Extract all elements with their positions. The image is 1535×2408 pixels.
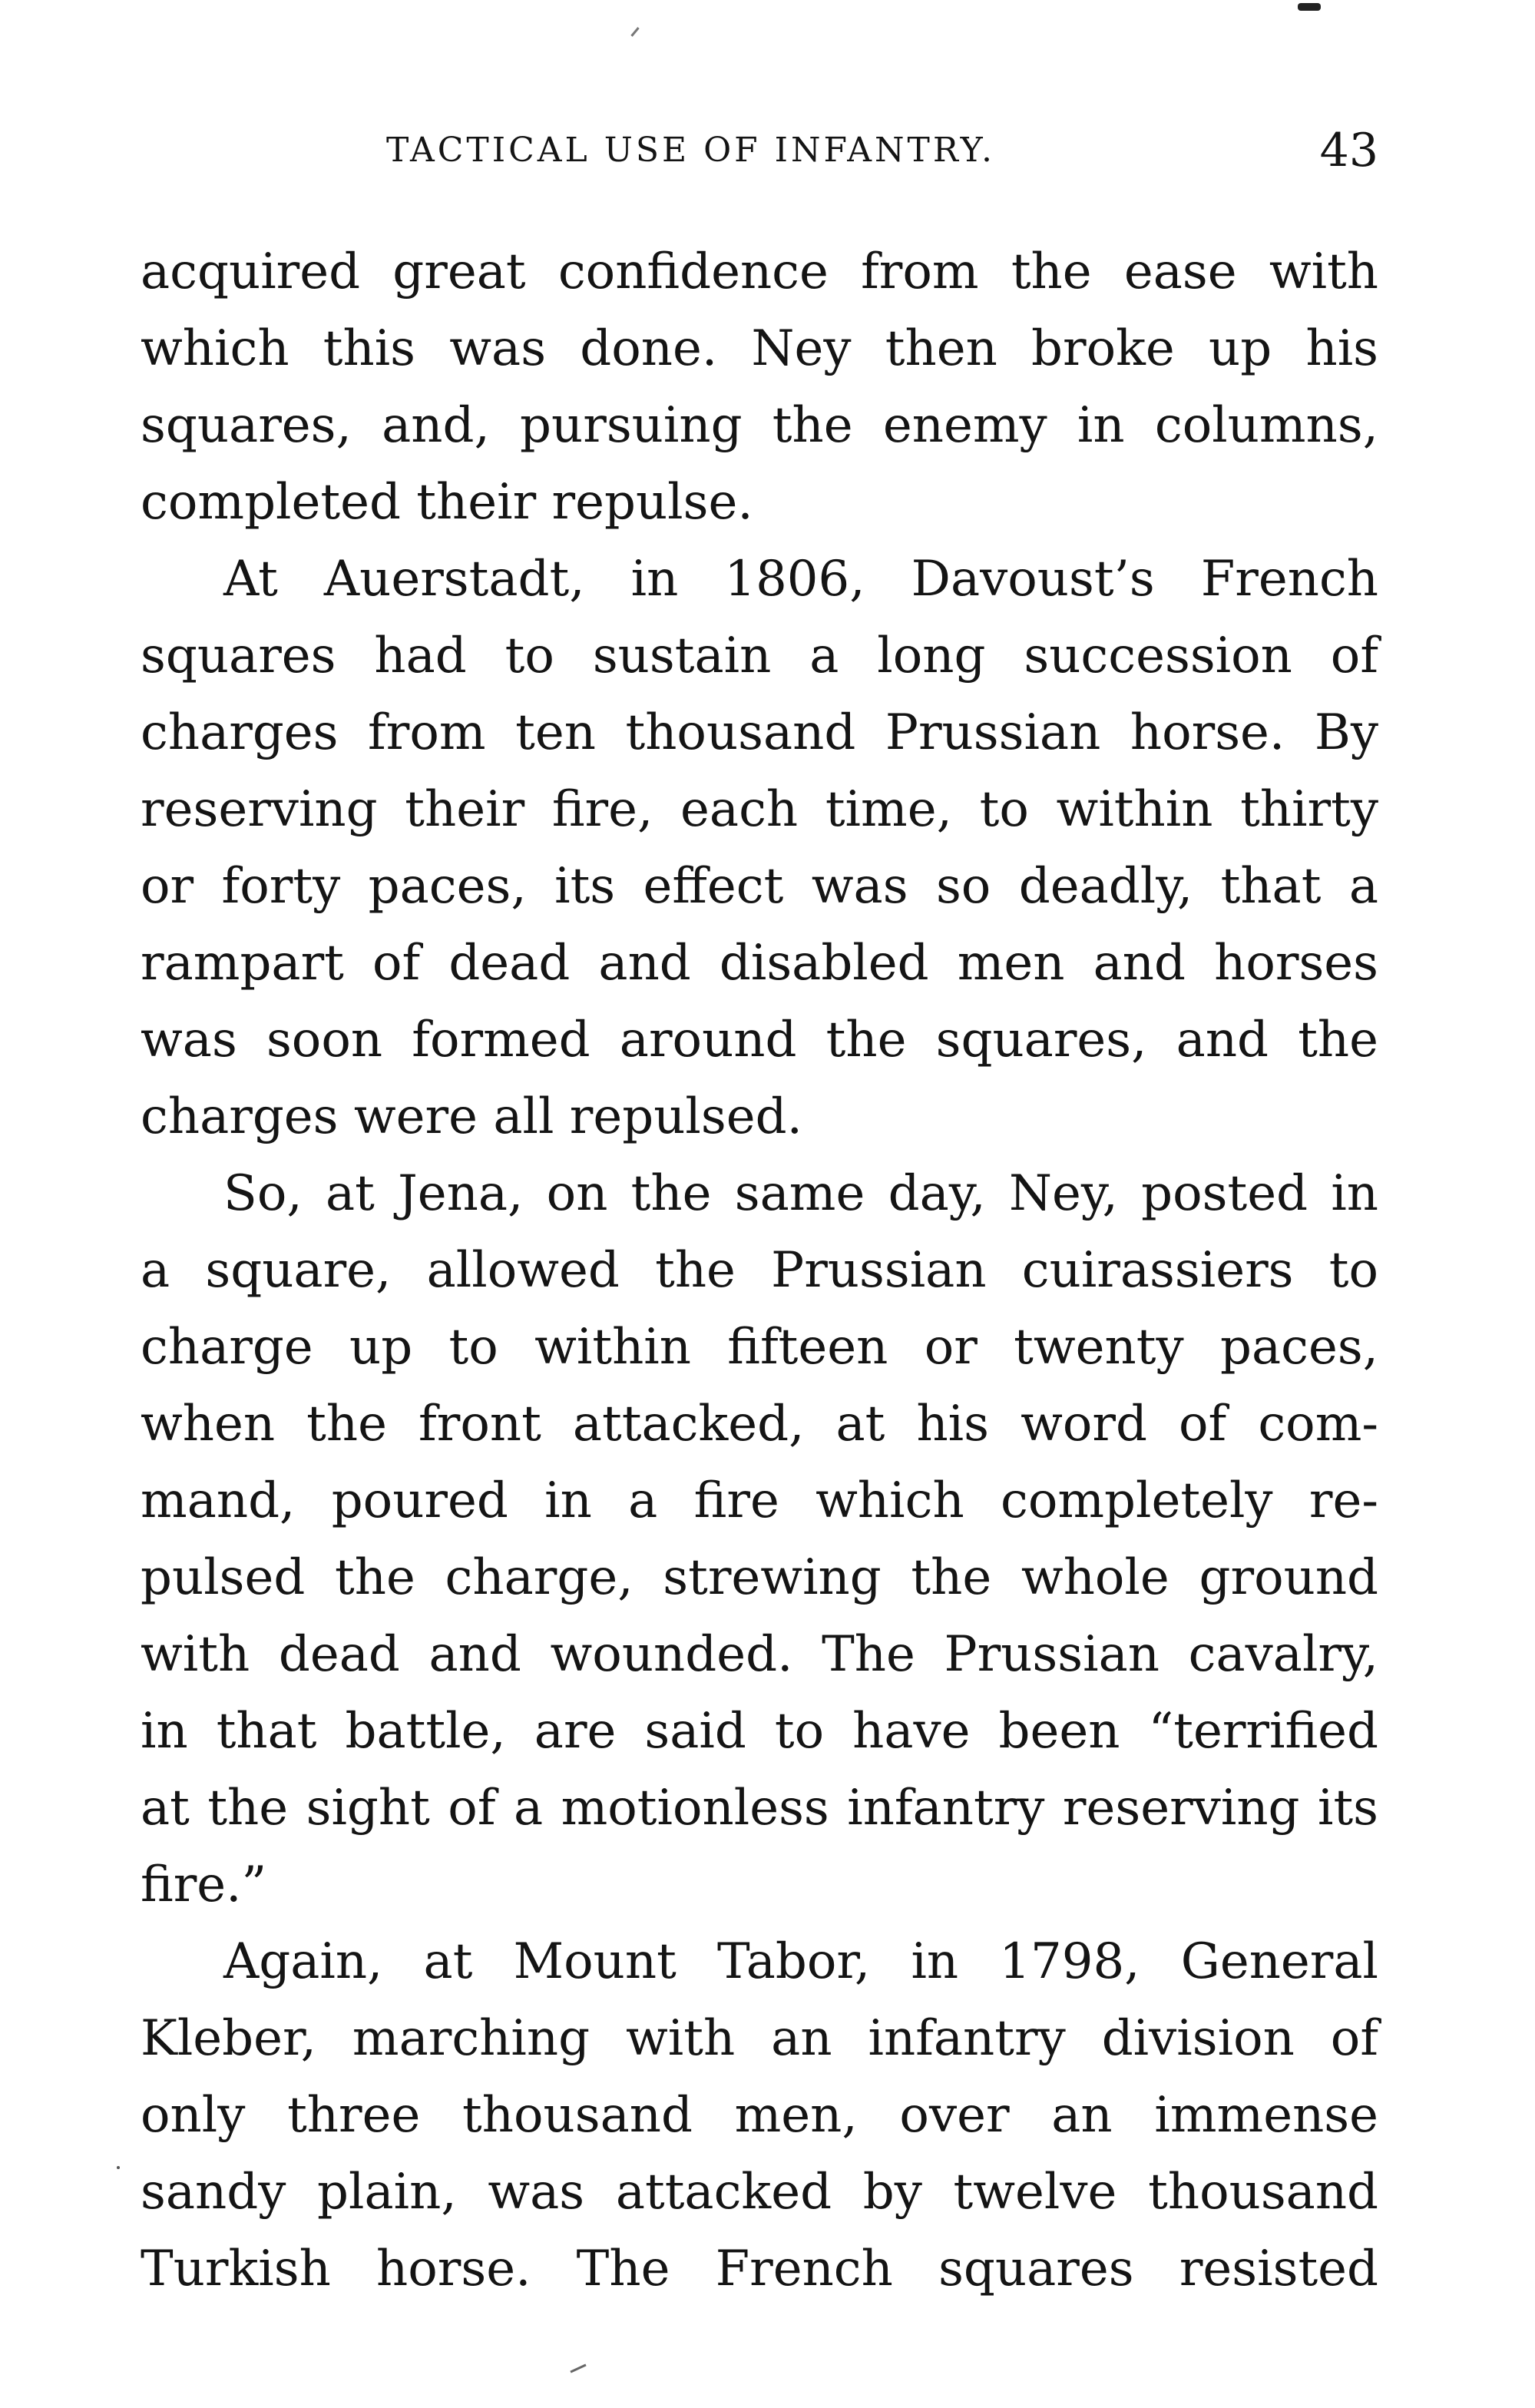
text-line: fire.” (141, 1857, 267, 1913)
page-number: 43 (1319, 124, 1378, 177)
text-line: reserving their fire, each time, to within thirty (141, 781, 1378, 838)
text-line: or forty paces, its effect was so deadly, that a (141, 858, 1378, 915)
text-line: a square, allowed the Prussian cuirassiers to (141, 1242, 1378, 1299)
text-line: squares had to sustain a long succession of (141, 628, 1378, 684)
text-line: pulsed the charge, strewing the whole ground (141, 1549, 1378, 1606)
text-line: charge up to within fifteen or twenty paces, (141, 1319, 1378, 1376)
text-line: which this was done. Ney then broke up his (141, 320, 1378, 377)
text-line: At Auerstadt, in 1806, Davoust’s French (223, 551, 1378, 608)
ink-speck (630, 27, 639, 37)
text-line: in that battle, are said to have been “terrified (141, 1703, 1378, 1760)
text-line: was soon formed around the squares, and the (141, 1012, 1378, 1068)
ink-speck (117, 2166, 120, 2169)
text-line: charges from ten thousand Prussian horse. By (141, 704, 1378, 761)
text-line: Again, at Mount Tabor, in 1798, General (223, 1933, 1378, 1990)
text-line: completed their repulse. (141, 474, 753, 531)
text-line: So, at Jena, on the same day, Ney, posted in (223, 1165, 1378, 1222)
text-line: charges were all repulsed. (141, 1088, 802, 1145)
body-text (141, 234, 1378, 2307)
running-head (141, 123, 1378, 178)
text-line: acquired great confidence from the ease with (141, 243, 1378, 300)
text-line: Turkish horse. The French squares resisted (141, 2241, 1378, 2297)
running-head-title: TACTICAL USE OF INFANTRY. (386, 131, 996, 170)
ink-speck (1298, 3, 1321, 11)
text-line: rampart of dead and disabled men and horses (141, 935, 1378, 992)
text-line: sandy plain, was attacked by twelve thousand (141, 2164, 1378, 2221)
text-line: when the front attacked, at his word of com- (141, 1396, 1378, 1452)
text-line: Kleber, marching with an infantry division of (141, 2010, 1378, 2067)
text-line: squares, and, pursuing the enemy in columns, (141, 397, 1378, 454)
ink-speck (570, 2363, 586, 2373)
text-line: at the sight of a motionless infantry reserving its (141, 1780, 1378, 1837)
text-line: mand, poured in a fire which completely re- (141, 1472, 1378, 1529)
text-line: with dead and wounded. The Prussian cavalry, (141, 1626, 1378, 1683)
text-line: only three thousand men, over an immense (141, 2087, 1378, 2144)
